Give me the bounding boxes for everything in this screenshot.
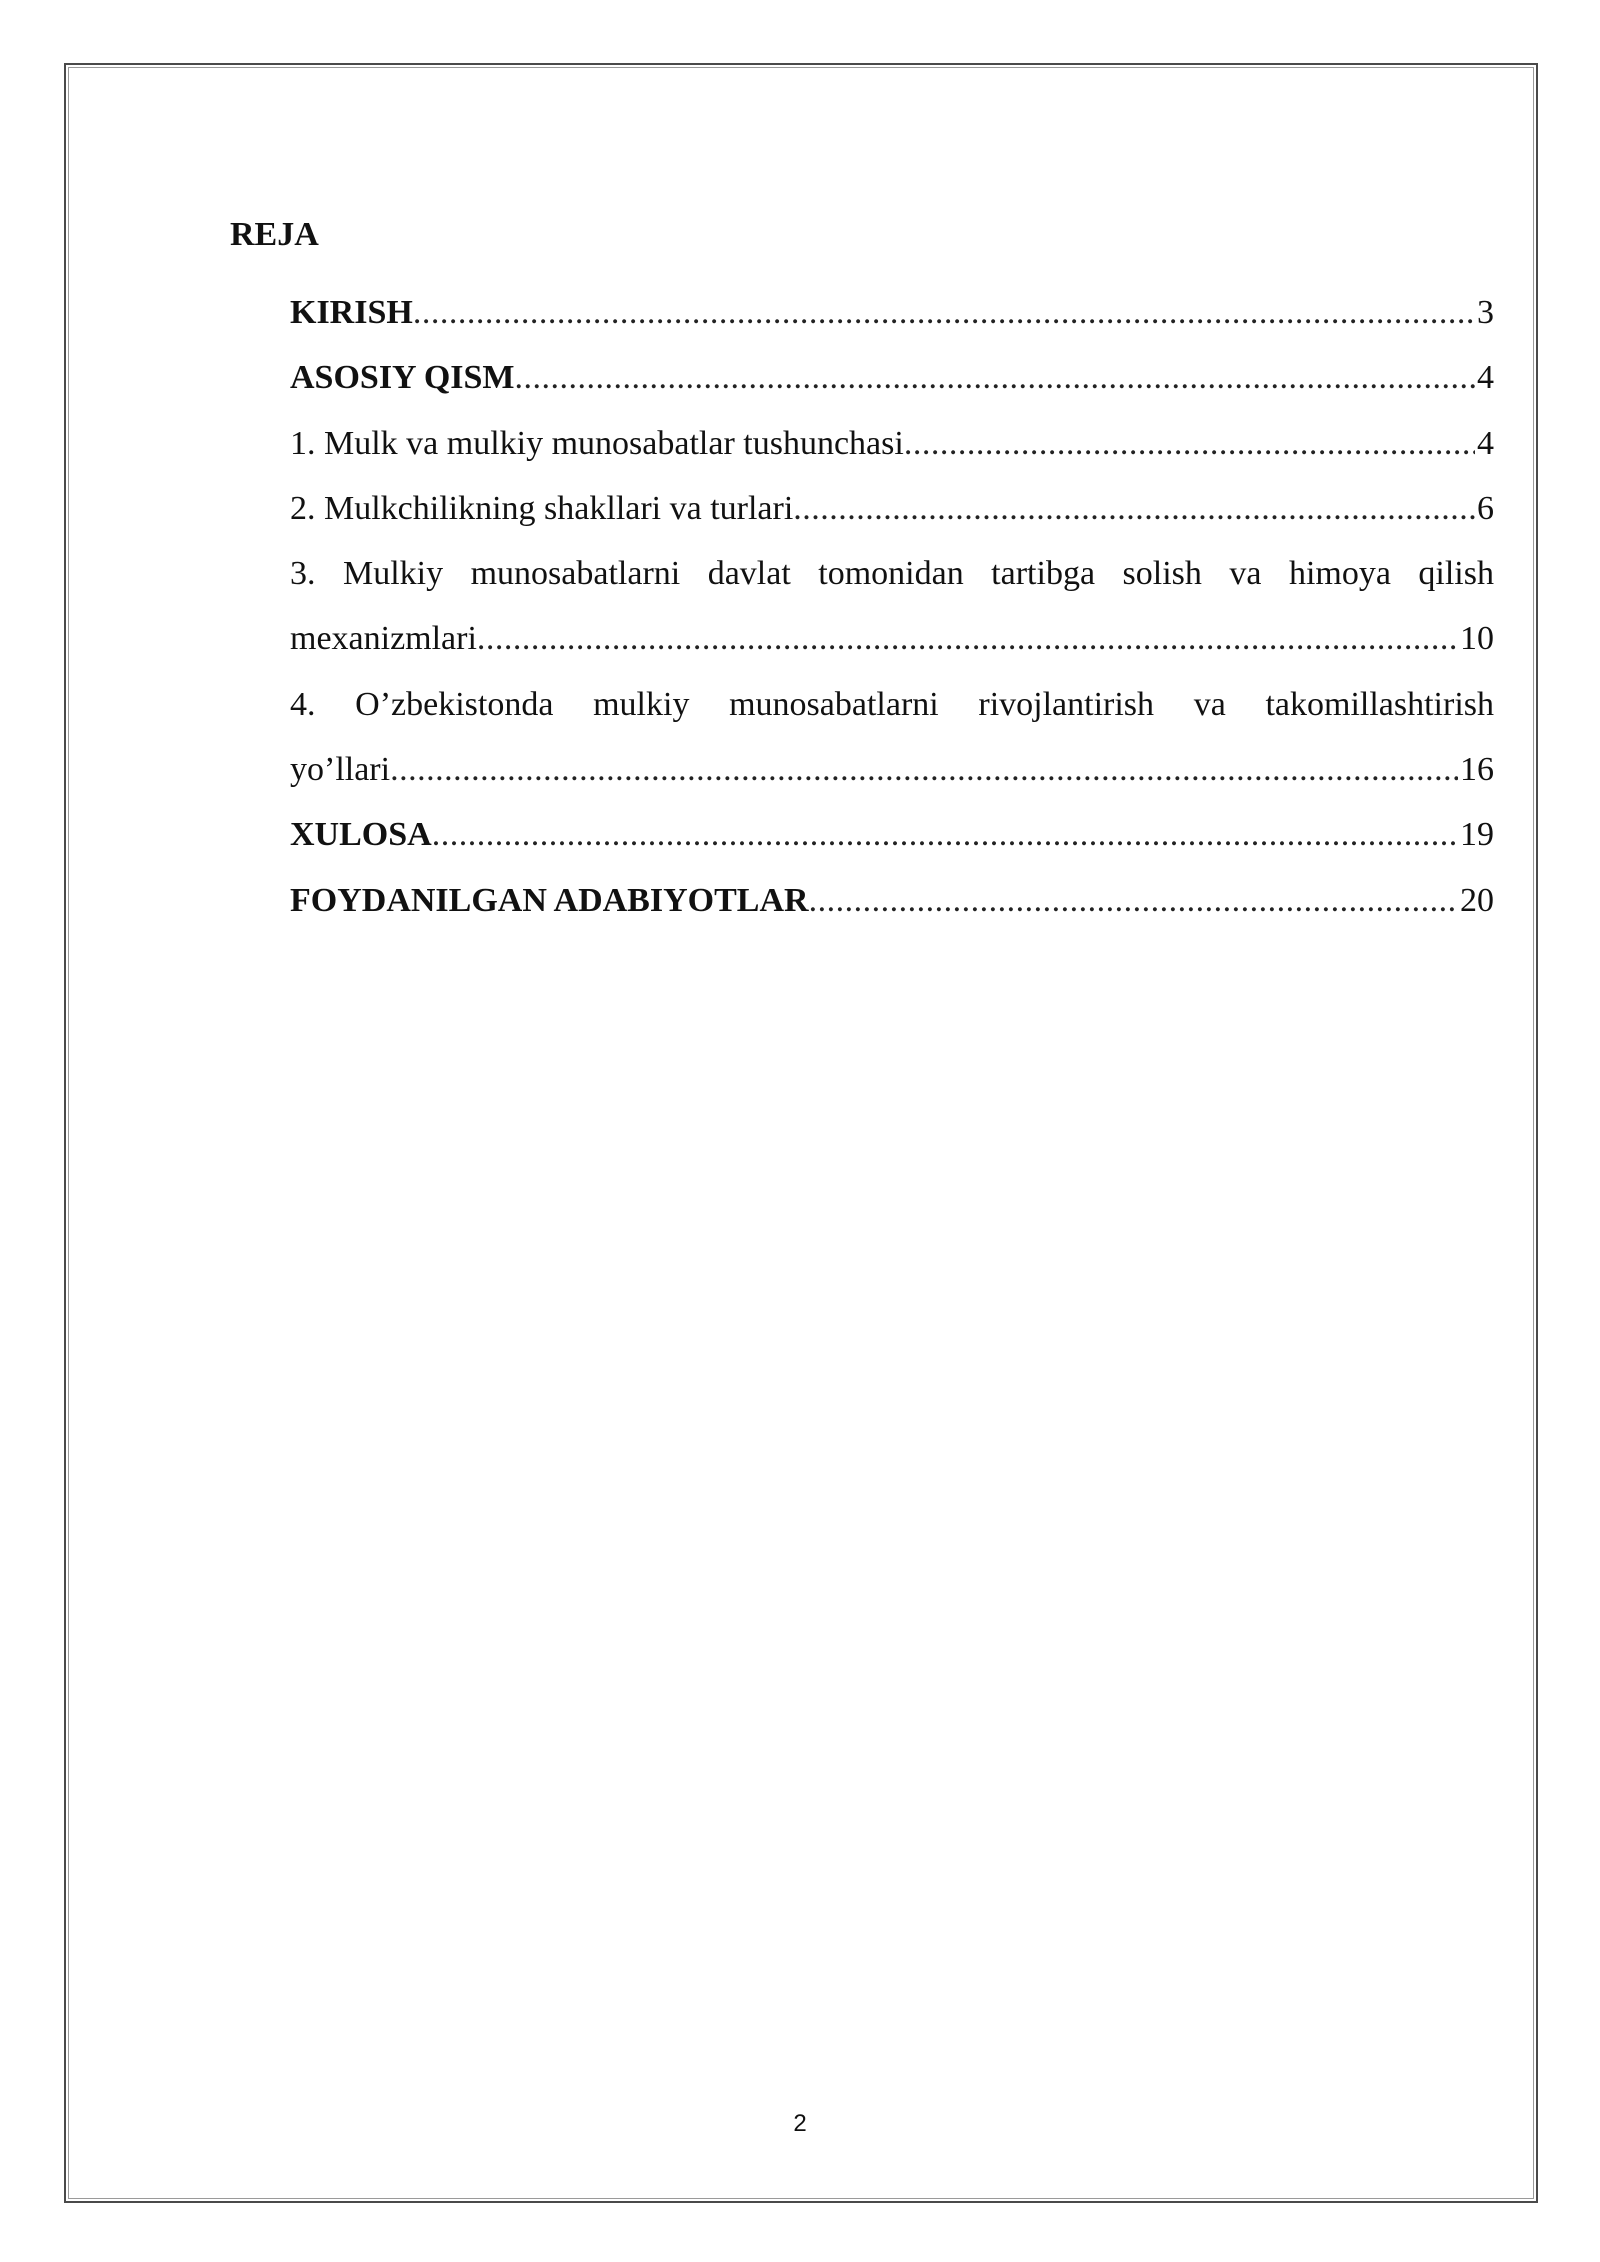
toc-label-line-1: 3. Mulkiy munosabatlarni davlat tomonidan tartibga solish va himoya qilish [290, 555, 1494, 593]
toc-entry-asosiy-qism[interactable] [290, 345, 1494, 410]
footer-page-number: 2 [793, 2110, 807, 2137]
toc-entry-item-4[interactable] [290, 672, 1494, 803]
toc-label: ASOSIY QISM [290, 359, 515, 397]
toc-leader [793, 476, 1475, 541]
toc-page-number: 4 [1477, 424, 1494, 462]
toc-entry-item-3[interactable] [290, 541, 1494, 672]
toc-label-line-2: mexanizmlari [290, 620, 477, 658]
toc-page-number: 16 [1460, 751, 1494, 789]
toc-label: 2. Mulkchilikning shakllari va turlari [290, 489, 794, 527]
toc-page-number: 4 [1477, 359, 1494, 397]
toc-page-number: 10 [1460, 620, 1494, 658]
toc-label-line-1: 4. O’zbekistonda mulkiy munosabatlarni rivojlantirish va takomillashtirish [290, 685, 1494, 723]
toc-leader [904, 411, 1475, 476]
toc-entry-item-2[interactable] [290, 476, 1494, 541]
toc-entry-item-1[interactable] [290, 411, 1494, 476]
page-title: REJA [230, 216, 319, 253]
toc-leader [432, 802, 1458, 867]
toc-leader [477, 606, 1458, 671]
toc-page-number: 3 [1477, 294, 1494, 331]
toc-label: FOYDANILGAN ADABIYOTLAR [290, 881, 809, 919]
toc-label: 1. Mulk va mulkiy munosabatlar tushunchasi [290, 424, 904, 462]
toc-page-number: 6 [1477, 489, 1494, 527]
toc-page-number: 20 [1460, 881, 1494, 919]
toc-page-number: 19 [1460, 816, 1494, 854]
toc-leader [809, 868, 1458, 933]
toc-entry-xulosa[interactable] [290, 802, 1494, 867]
toc-leader [390, 737, 1458, 802]
table-of-contents [290, 280, 1494, 933]
toc-entry-kirish[interactable] [290, 280, 1494, 345]
toc-entry-adabiyotlar[interactable] [290, 868, 1494, 933]
toc-label: XULOSA [290, 816, 432, 854]
toc-leader [413, 280, 1475, 345]
toc-label-line-2: yo’llari [290, 751, 391, 789]
toc-leader [515, 345, 1475, 410]
toc-label: KIRISH [290, 294, 413, 331]
